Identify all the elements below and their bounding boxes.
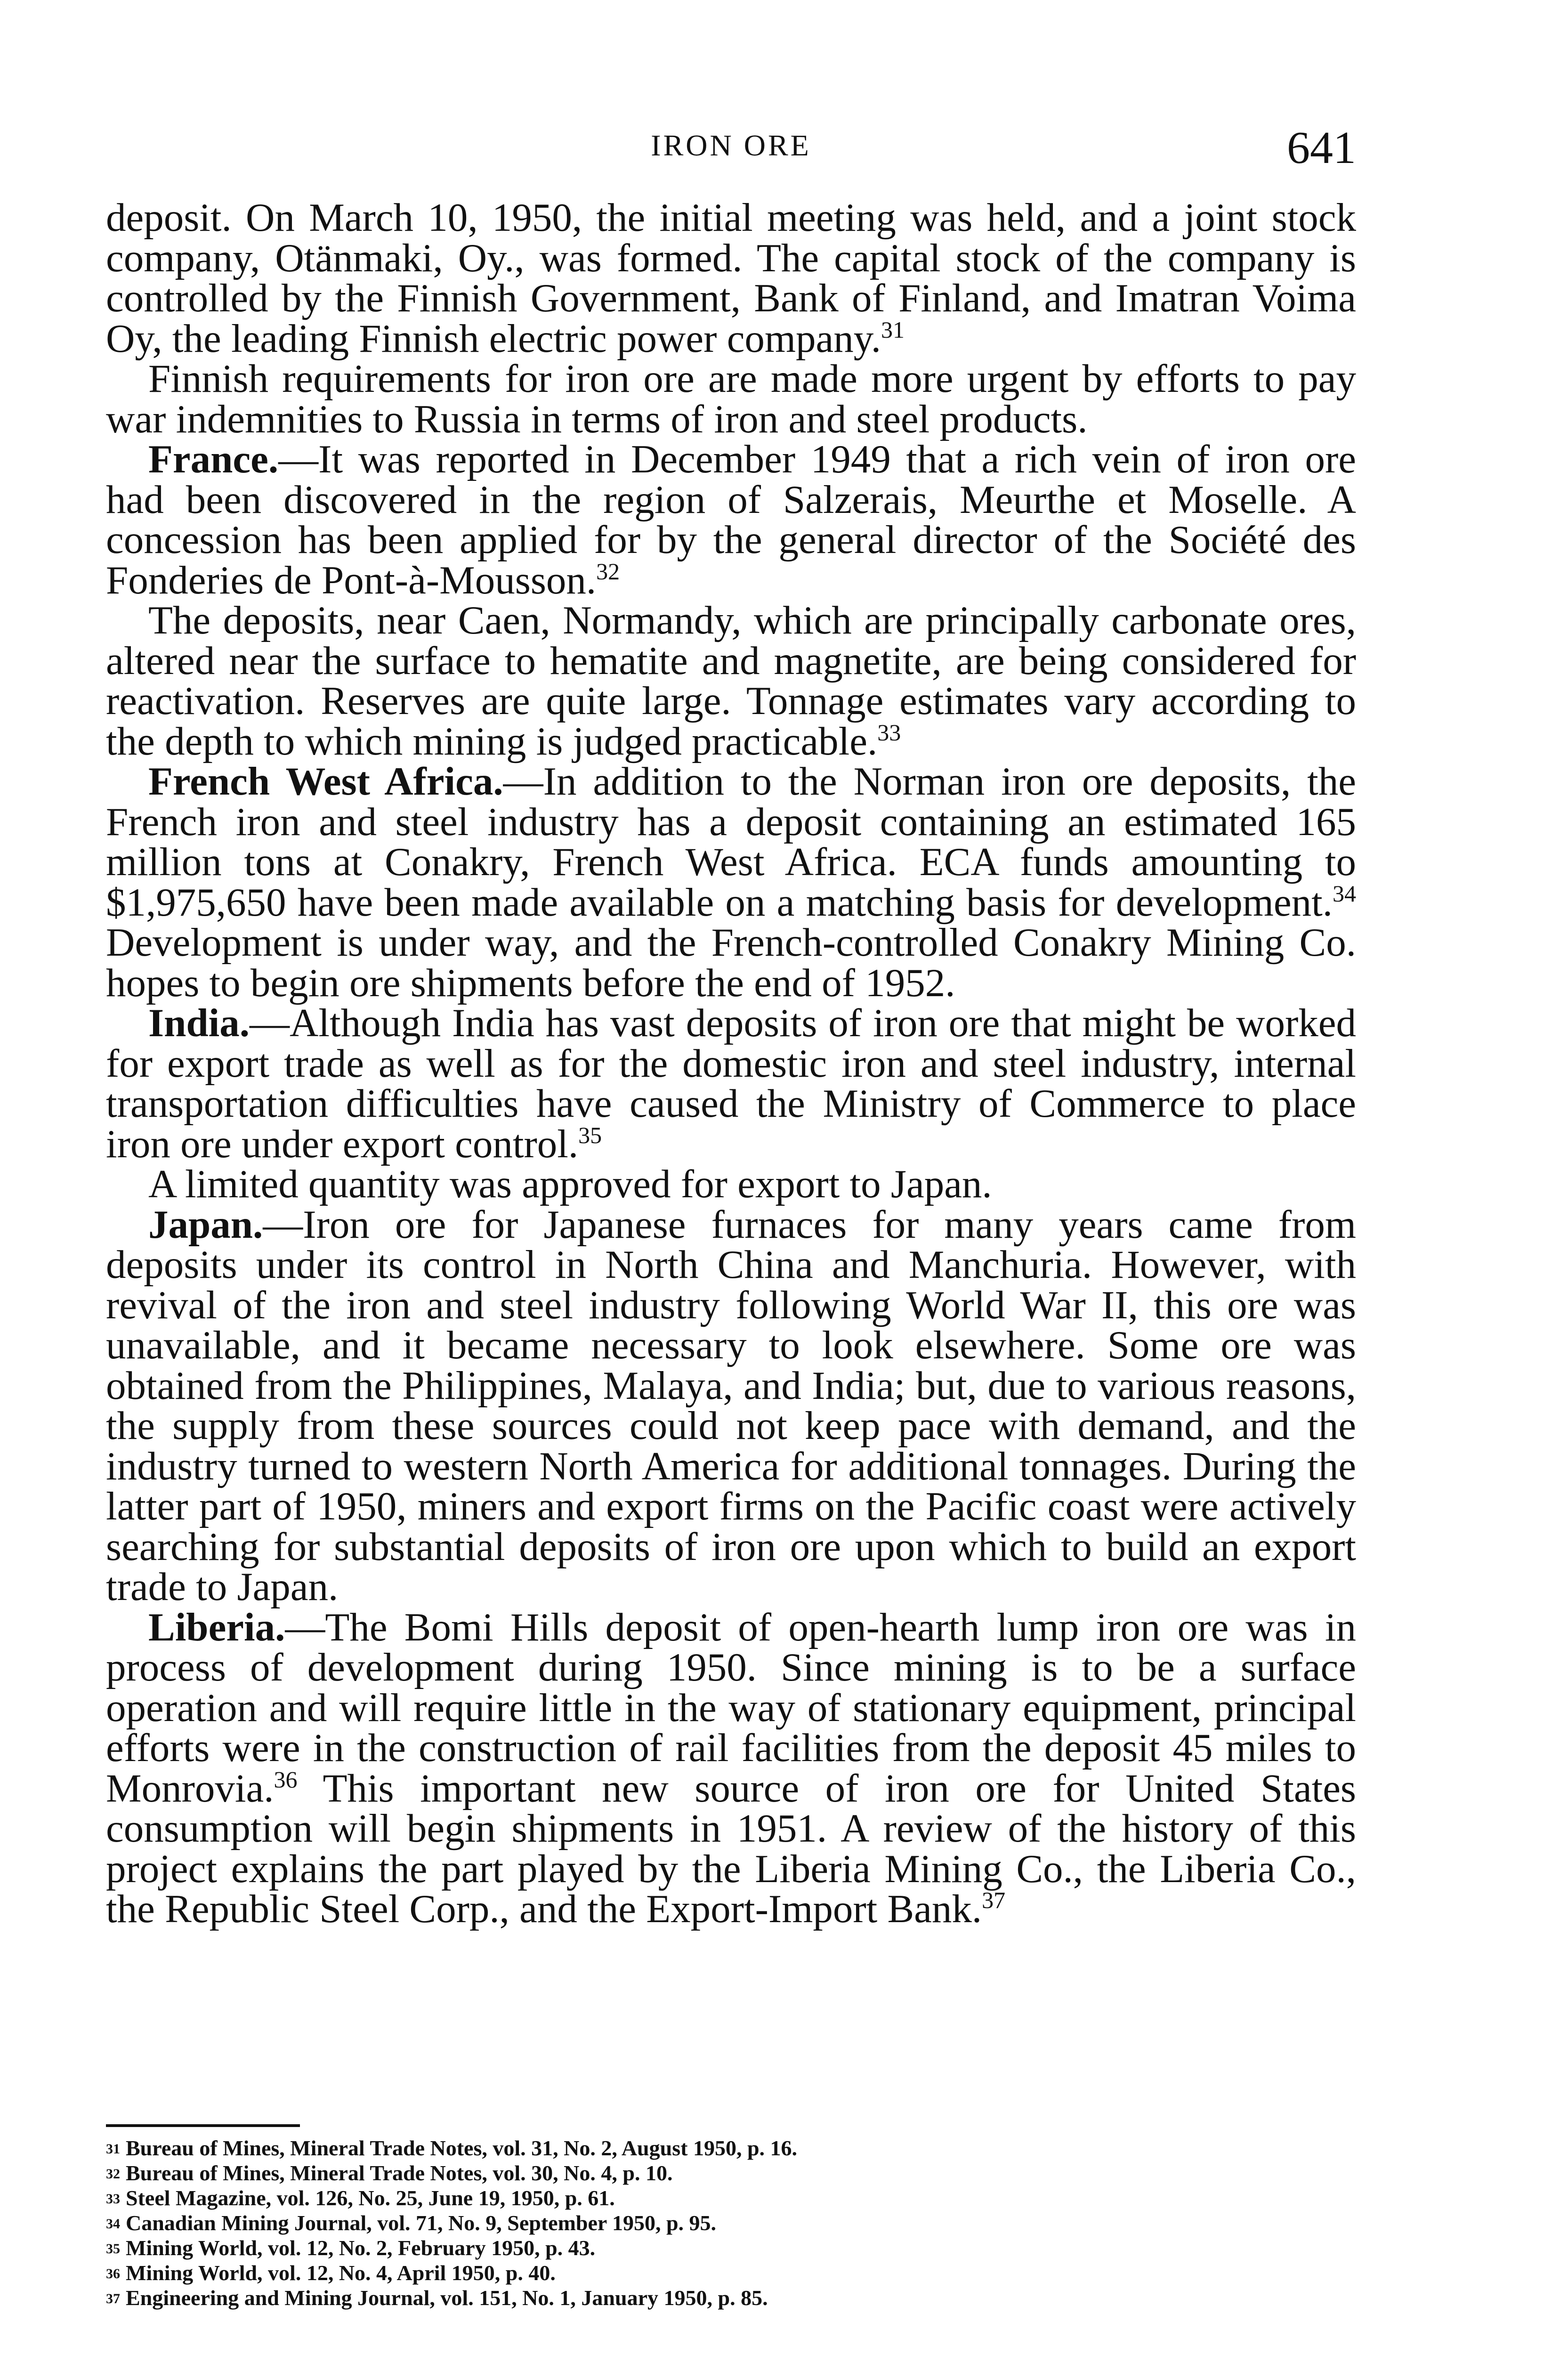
- footnote-text: Mining World, vol. 12, No. 2, February 1950, p. 43.: [126, 2236, 596, 2260]
- footnote-text: Steel Magazine, vol. 126, No. 25, June 19, 1950, p. 61.: [126, 2186, 615, 2210]
- footnote-ref: 35: [578, 1121, 602, 1148]
- footnote-number: 36: [106, 2266, 120, 2282]
- paragraph-liberia: [106, 1605, 1356, 1931]
- paragraph-text: —Although India has vast deposits of iron ore that might be worked for export trade as well as for the domestic iron and steel industry, internal transportation difficulties have caused the Ministry of Commerce to place iron ore under export control.: [106, 1001, 1356, 1166]
- footnotes: [106, 2136, 1189, 2311]
- footnote-text: Canadian Mining Journal, vol. 71, No. 9, September 1950, p. 95.: [126, 2211, 717, 2235]
- footnote-ref: 33: [877, 719, 901, 746]
- page-number: 641: [1287, 122, 1356, 173]
- footnote-number: 33: [106, 2191, 120, 2207]
- paragraph-india: [106, 1003, 1356, 1164]
- footnote-text: Engineering and Mining Journal, vol. 151, No. 1, January 1950, p. 85.: [126, 2286, 768, 2310]
- paragraph-japan: [106, 1202, 1356, 1609]
- paragraph-india-export: [106, 1164, 1356, 1205]
- paragraph-text: Finnish requirements for iron ore are made more urgent by efforts to pay war indemnities to Russia in terms of iron and steel products.: [106, 357, 1356, 441]
- paragraph-text: —Iron ore for Japanese furnaces for many years came from deposits under its control in North China and Manchuria. However, with revival of the iron and steel industry following World War II, this ore was unavailable, and it became necessary to look elsewhere. Some ore was obtained from the Philippines, Malaya, and India; but, due to various reasons, the supply from these sources could not keep pace with demand, and the industry turned to western North America for additional tonnages. During the latter part of 1950, miners and export firms on the Pacific coast were actively searching for substantial deposits of iron ore upon which to build an export trade to Japan.: [106, 1202, 1356, 1609]
- running-head: IRON ORE: [651, 129, 811, 162]
- body-text: [106, 195, 1356, 1931]
- footnote-text: Mining World, vol. 12, No. 4, April 1950, p. 40.: [126, 2261, 556, 2285]
- footnote: [106, 2136, 1189, 2161]
- footnote-number: 31: [106, 2141, 120, 2157]
- paragraph-text: —In addition to the Norman iron ore deposits, the French iron and steel industry has a deposit containing an estimated 165 million tons at Conakry, French West Africa. ECA funds amounting to $1,975,650 have been made available on a matching basis for development.: [106, 759, 1356, 925]
- paragraph-text: A limited quantity was approved for export to Japan.: [148, 1162, 992, 1206]
- paragraph-text: deposit. On March 10, 1950, the initial meeting was held, and a joint stock company, Otänmaki, Oy., was formed. The capital stock of the company is controlled by the Finnish Government, Bank of Finland, and Imatran Voima Oy, the leading Finnish electric power company.: [106, 195, 1356, 361]
- paragraph-finland-requirements: [106, 359, 1356, 439]
- footnote: [106, 2286, 1189, 2311]
- section-heading-french-west-africa: French West Africa.: [148, 759, 503, 804]
- paragraph-text: Development is under way, and the French-controlled Conakry Mining Co. hopes to begin ore shipments before the end of 1952.: [106, 920, 1356, 1005]
- paragraph-text: The deposits, near Caen, Normandy, which are principally carbonate ores, altered near the surface to hematite and magnetite, are being considered for reactivation. Reserves are quite large. Tonnage estimates vary according to the depth to which mining is judged practicable.: [106, 598, 1356, 763]
- section-heading-france: France.: [148, 437, 279, 481]
- paragraph-caen-deposits: [106, 598, 1356, 763]
- footnote: [106, 2186, 1189, 2211]
- footnote-text: Bureau of Mines, Mineral Trade Notes, vol. 30, No. 4, p. 10.: [126, 2161, 673, 2185]
- footnote-number: 37: [106, 2291, 120, 2306]
- footnote-text: Bureau of Mines, Mineral Trade Notes, vol. 31, No. 2, August 1950, p. 16.: [126, 2136, 798, 2160]
- footnote: [106, 2211, 1189, 2236]
- paragraph-french-west-africa: [106, 759, 1356, 1005]
- paragraph-text: —It was reported in December 1949 that a rich vein of iron ore had been discovered in the region of Salzerais, Meurthe et Moselle. A concession has been applied for by the general director of the Société des Fonderies de Pont-à-Mousson.: [106, 437, 1356, 602]
- footnote-number: 32: [106, 2166, 120, 2182]
- section-heading-liberia: Liberia.: [148, 1605, 285, 1649]
- paragraph-text: —The Bomi Hills deposit of open-hearth lump iron ore was in process of development during 1950. Since mining is to be a surface operation and will require little in the way of stationary equipment, principal efforts were in the construction of rail facilities from the deposit 45 miles to Monrovia.: [106, 1605, 1356, 1811]
- paragraph-france: [106, 439, 1356, 601]
- footnote: [106, 2161, 1189, 2186]
- footnote: [106, 2261, 1189, 2286]
- section-heading-india: India.: [148, 1001, 250, 1045]
- footnote-divider: [106, 2124, 300, 2127]
- footnote: [106, 2236, 1189, 2261]
- footnote-ref: 36: [274, 1766, 298, 1793]
- footnote-ref: 31: [881, 316, 905, 343]
- footnote-ref: 37: [982, 1887, 1006, 1913]
- footnote-number: 35: [106, 2241, 120, 2257]
- section-heading-japan: Japan.: [148, 1202, 263, 1247]
- footnote-number: 34: [106, 2216, 120, 2232]
- paragraph-text: This important new source of iron ore for United States consumption will begin shipments in 1951. A review of the history of this project explains the part played by the Liberia Mining Co., the Liberia Co., the Republic Steel Corp., and the Export-Import Bank.: [106, 1766, 1356, 1931]
- page-header: [106, 122, 1356, 173]
- paragraph-finland-continued: [106, 195, 1356, 361]
- footnote-ref: 34: [1333, 880, 1356, 907]
- footnote-ref: 32: [596, 558, 620, 585]
